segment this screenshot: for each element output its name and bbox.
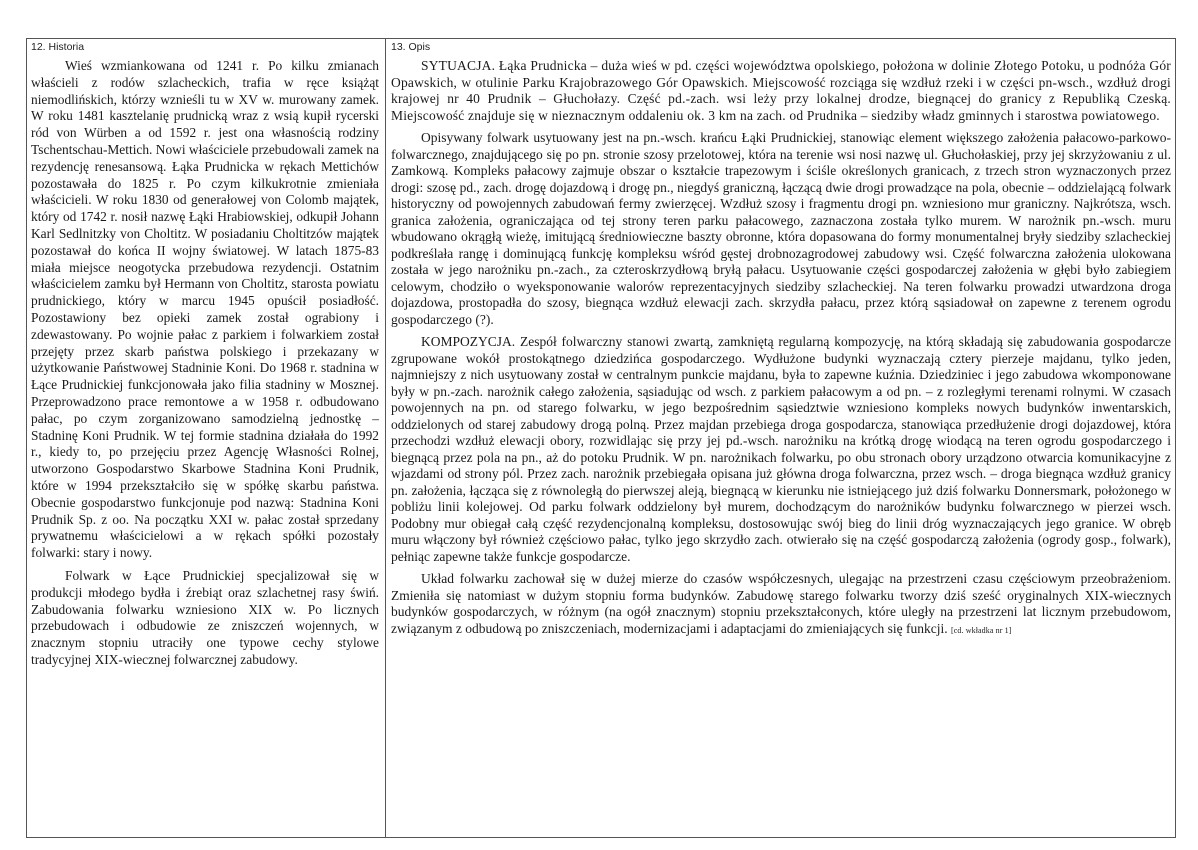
column-divider [385, 39, 386, 837]
continuation-note: [cd. wkładka nr 1] [951, 625, 1012, 635]
history-paragraph-2: Folwark w Łące Prudnickiej specjalizował się w produkcji młodego bydła i źrebiąt oraz szlachetnej rasy świń. Zabudowania folwarku wzniesiono XIX w. Po licznych przebudowach i odbudowie ze zniszczeń wojennych, w znacznym stopniu utraciły one typowe cechy stylowe tradycyjnej XIX-wiecznej folwarcznej zabudowy. [31, 567, 379, 667]
description-paragraph-3: KOMPOZYCJA. Zespół folwarczny stanowi zwartą, zamkniętą regularną kompozycję, na którą składają się zabudowania gospodarcze zgrupowane wokół prostokątnego dziedzińca gospodarczego. Wydłużone budynki wyznaczają cztery pierzeje majdanu, tylko jeden, najmniejszy z nich usytuowany został w centralnym punkcie majdanu, była to zapewne kuźnia. Dziedziniec i jego zabudowa wkomponowane były w pn.-zach. narożnik całego założenia, sąsiadując od wsch. z parkiem pałacowym a od pn. – z rozległymi terenami rolnymi. W czasach powojennych na pn. od starego folwarku, w jego bezpośrednim sąsiedztwie wzniesiono kompleks nowych budynków inwentarskich, oddzielonych od starej zabudowy drogą polną. Przez majdan przebiega droga gospodarcza, stanowiąca przedłużenie drogi dojazdowej, która przechodzi wzdłuż elewacji obory, rozwidlając się przy jej pd.-wsch. narożniku na krótką drogę wiodącą na teren ogrodu gospodarczego i biegnącą przez pola na pn., aż do potoku Prudnik. W pn. narożnikach folwarku, po obu stronach obory urządzono otwarcia komunikacyjne z wjazdami od strony pól. Przez zach. narożnik przebiegała opisana już główna droga folwarczna, przez wsch. – droga biegnąca wzdłuż granicy pn. założenia, łącząca się z równoległą do pierwszej aleją, biegnącą w kierunku nie istniejącego już dziś folwarku Donnersmark, położonego w pobliżu linii kolejowej. Od parku folwark oddzielony był murem, dochodzącym do narożników budynku folwarcznego w pierzei wsch. Podobny mur obiegał całą część rezydencjonalną kompleksu, dostosowując swój bieg do linii dróg wyznaczających jego granice. W obręb muru włączony był również częściowo pałac, tylko jego skrzydło zach. otwierało się na część gospodarczą założenia (ogrody gosp., folwark), pełniąc zapewne także funkcje gospodarcze. [391, 334, 1171, 564]
description-paragraph-1: SYTUACJA. Łąka Prudnicka – duża wieś w pd. części województwa opolskiego, położona w dolinie Złotego Potoku, u podnóża Gór Opawskich, w otulinie Parku Krajobrazowego Gór Opawskich. Miejscowość rozciąga się wzdłuż rzeki i w części pn-wsch., wzdłuż drogi krajowej nr 40 Prudnik – Głuchołazy. Część pd.-zach. wsi leży przy lokalnej drodze, biegnącej do granicy z Republiką Czeską. Miejscowość znajduje się w nieznacznym oddaleniu ok. 3 km na zach. od Prudnika – siedziby władz gminnych i starostwa powiatowego. [391, 58, 1171, 123]
history-paragraph-1: Wieś wzmiankowana od 1241 r. Po kilku zmianach właścieli z rodów szlacheckich, trafia w ręce książąt niemodlińskich, którzy wznieśli tu w XV w. murowany zamek. W roku 1481 kasztelanię prudnicką wraz z wsią kupił rycerski ród von Würben a od 1592 r. jest ona własnością rodziny Tschentschau-Mettich. Nowi właściciele przebudowali zamek na rezydencję renesansową. Łąka Prudnicka w rękach Mettichów pozostawała do 1825 r. Po czym kilkukrotnie zmieniała właścicieli. W roku 1830 od generałowej von Colomb majątek, który od 1742 r. nosił nazwę Łąki Hrabiowskiej, odkupił Johann Karl Sedlnitzky von Choltitz. W posiadaniu Choltitzów majątek pozostawał do końca II wojny światowej. W latach 1875-83 miała miejsce neogotycka przebudowa rezydencji. Ostatnim właścicielem zamku był Hermann von Choltitz, starosta powiatu prudnickiego, który w marcu 1945 opuścił posiadłość. Pozostawiony bez opieki zamek został ograbiony i zdewastowany. Po wojnie pałac z parkiem i folwarkiem został przejęty przez skarb państwa polskiego i przekazany w użytkowanie Państwowej Stadninie Koni. Do 1968 r. stadnina w Łące Prudnickiej funkcjonowała jako filia stadniny w Mosznej. Przeprowadzono prace remontowe a w 1958 r. odbudowano pałac, po czym zorganizowano samodzielną jednostkę – Stadninę Koni Prudnik. W tej formie stadnina działała do 1992 r., kiedy to, po przejęciu przez Agencję Własności Rolnej, utworzono Gospodarstwo Skarbowe Stadnina Koni Prudnik, które w 1994 przekształciło się w spółkę skarbu państwa. Obecnie gospodarstwo funkcjonuje pod nazwą: Stadnina Koni Prudnik Sp. z oo. Na początku XXI w. pałac został sprzedany prywatnemu właścicielowi a w rękach spółki pozostały folwarki: stary i nowy. [31, 58, 379, 561]
history-column [31, 41, 379, 675]
description-column [391, 41, 1171, 645]
form-sheet [26, 38, 1176, 838]
description-paragraph-2: Opisywany folwark usytuowany jest na pn.-wsch. krańcu Łąki Prudnickiej, stanowiąc element większego założenia pałacowo-parkowo-folwarcznego, znajdującego się po pn. stronie szosy przelotowej, która na terenie wsi nosi nazwę ul. Głuchołaskiej, przy jej skrzyżowaniu z ul. Zamkową. Kompleks pałacowy zajmuje obszar o kształcie trapezowym i ściśle określonych granicach, z trzech stron wyznaczonych przez drogi: szosę pd., zach. drogę dojazdową i drogę pn., niegdyś graniczną, łączącą dwie drogi prowadzące na pola, obecnie – oddzielającą folwark historyczny od powojennych zabudowań fermy zwierzęcej. Wzdłuż szosy i fragmentu drogi pn. wzniesiono mur graniczny. Najkrótsza, wsch. granica założenia, ograniczająca od tej strony teren parku pałacowego, zaznaczona została tylko murem. W narożnik pn.-wsch. muru wbudowano okrągłą wieżę, imitującą średniowieczne baszty obronne, która dopasowana do formy monumentalnej bryły siedziby szlacheckiej podkreślała rangę i dominującą funkcję kompleksu wśród gęstej drobnozagrodowej zabudowy wsi. Część folwarczna założenia ulokowana została w jego narożniku pn.-zach., za czteroskrzydłową bryłą pałacu. Usytuowanie części gospodarczej założenia w głębi było zabiegiem celowym, chodziło o wyeksponowanie walorów reprezentacyjnych siedziby szlacheckiej. Na teren folwarku prowadzi utwardzona droga dojazdowa, prostopadła do szosy, biegnąca wzdłuż elewacji zach. skrzydła pałacu, przez którą sąsiadował on zapewne z terenem ogrodu gospodarczego (?). [391, 130, 1171, 327]
description-paragraph-4 [391, 571, 1171, 639]
description-label: 13. Opis [391, 41, 431, 53]
description-paragraph-4-text: Układ folwarku zachował się w dużej mierze do czasów współczesnych, ulegając na przestrzeni czasu częściowym przeobrażeniom. Zmieniła się natomiast w dużym stopniu forma budynków. Zabudowę starego folwarku tworzy dziś sześć oryginalnych XIX-wiecznych budynków gospodarczych, w różnym (na ogół znacznym) stopniu przekształconych, które uległy na przestrzeni lat licznym przebudowom, związanym z odbudową po zniszczeniach, modernizacjami i adaptacjami do zmieniających się funkcji. [391, 571, 1171, 636]
history-label: 12. Historia [31, 41, 85, 53]
